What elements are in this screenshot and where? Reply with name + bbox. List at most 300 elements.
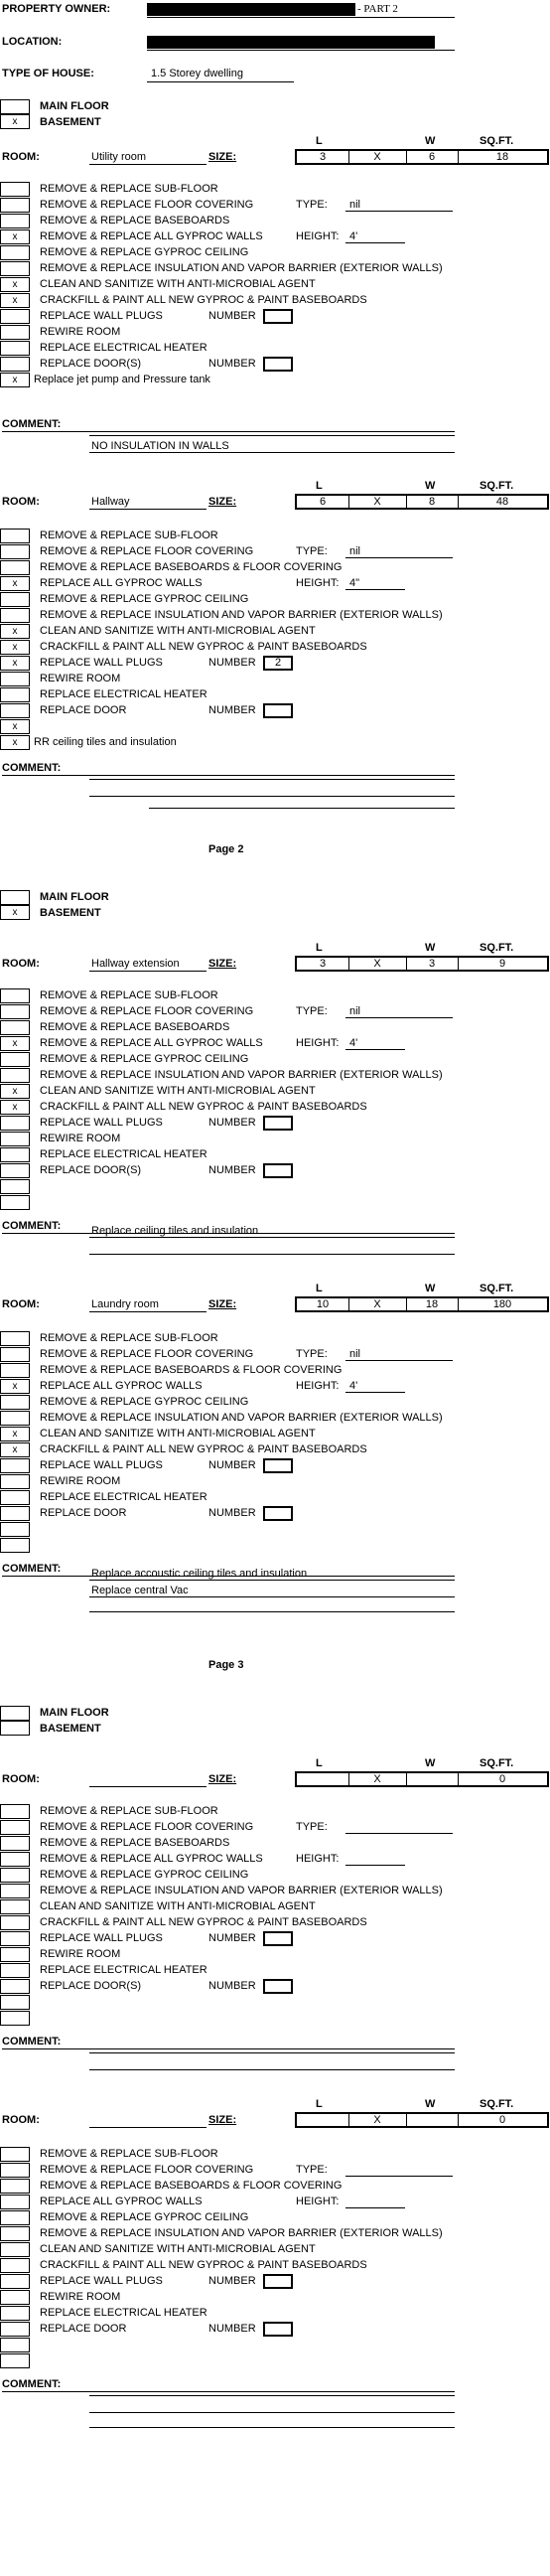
item-checkbox[interactable]: x xyxy=(0,735,30,750)
comment-label: COMMENT: xyxy=(2,2378,62,2390)
dimensions-table xyxy=(295,494,549,510)
item-checkbox[interactable]: x xyxy=(0,1427,30,1441)
item-label: REMOVE & REPLACE FLOOR COVERING xyxy=(40,545,254,557)
item-checkbox[interactable]: x xyxy=(0,1379,30,1394)
type-underline xyxy=(345,557,453,558)
item-checkbox[interactable] xyxy=(0,1899,30,1914)
item-label: CRACKFILL & PAINT ALL NEW GYPROC & PAINT BASEBOARDS xyxy=(40,1443,367,1455)
location-label: LOCATION: xyxy=(2,36,63,48)
door-number-box[interactable] xyxy=(263,357,293,372)
item-checkbox[interactable] xyxy=(0,703,30,718)
dimensions-table xyxy=(295,2112,549,2128)
item-label: REPLACE ALL GYPROC WALLS xyxy=(40,2196,203,2207)
plugs-number-box[interactable] xyxy=(263,1458,293,1473)
item-checkbox[interactable] xyxy=(0,1995,30,2010)
length-value[interactable]: 10 xyxy=(316,1298,330,1310)
location-underline[interactable] xyxy=(147,50,455,51)
length-value[interactable]: 6 xyxy=(319,496,327,508)
item-checkbox[interactable] xyxy=(0,245,30,260)
height-label: HEIGHT: xyxy=(296,1853,340,1865)
basement-checkbox[interactable] xyxy=(0,1721,30,1736)
sqft-value[interactable]: 48 xyxy=(495,496,509,508)
width-header: W xyxy=(425,1757,436,1769)
comment-line[interactable] xyxy=(89,452,455,453)
type-label: TYPE: xyxy=(296,1821,328,1833)
item-checkbox[interactable] xyxy=(0,1868,30,1883)
sqft-header: SQ.FT. xyxy=(480,480,514,492)
door-number-box[interactable] xyxy=(263,1163,293,1178)
item-checkbox[interactable]: x xyxy=(0,640,30,655)
item-label: REMOVE & REPLACE ALL GYPROC WALLS xyxy=(40,1853,263,1865)
item-checkbox[interactable] xyxy=(0,1004,30,1019)
plugs-number-box[interactable] xyxy=(263,2274,293,2289)
comment-line[interactable] xyxy=(89,2427,455,2428)
item-label: CRACKFILL & PAINT ALL NEW GYPROC & PAINT BASEBOARDS xyxy=(40,2259,367,2271)
comment-line[interactable] xyxy=(89,1596,455,1597)
item-label: REMOVE & REPLACE GYPROC CEILING xyxy=(40,1869,249,1881)
dimensions-table xyxy=(295,1771,549,1787)
table-divider xyxy=(458,958,459,970)
sqft-value[interactable]: 18 xyxy=(495,151,509,163)
room-label: ROOM: xyxy=(2,151,40,163)
item-label: CRACKFILL & PAINT ALL NEW GYPROC & PAINT BASEBOARDS xyxy=(40,1101,367,1113)
item-label: REPLACE ELECTRICAL HEATER xyxy=(40,1148,207,1160)
size-label: SIZE: xyxy=(208,2114,237,2126)
item-label: REMOVE & REPLACE FLOOR COVERING xyxy=(40,199,254,211)
item-checkbox[interactable] xyxy=(0,560,30,575)
length-value[interactable] xyxy=(297,2114,348,2126)
item-checkbox[interactable] xyxy=(0,1915,30,1930)
location-redaction xyxy=(147,36,435,49)
comment-label: COMMENT: xyxy=(2,1220,62,1232)
item-checkbox[interactable] xyxy=(0,2011,30,2026)
comment-underline xyxy=(2,431,455,432)
item-checkbox[interactable] xyxy=(0,672,30,686)
item-checkbox[interactable] xyxy=(0,1411,30,1426)
width-value[interactable]: 3 xyxy=(428,958,436,970)
item-checkbox[interactable] xyxy=(0,544,30,559)
comment-line[interactable] xyxy=(89,1580,455,1581)
item-label: REMOVE & REPLACE GYPROC CEILING xyxy=(40,1053,249,1065)
property-owner-underline[interactable] xyxy=(147,17,455,18)
item-label: REPLACE ALL GYPROC WALLS xyxy=(40,1380,203,1392)
sqft-header: SQ.FT. xyxy=(480,135,514,147)
comment-underline xyxy=(2,775,455,776)
room-name-underline xyxy=(89,509,206,510)
item-label: REMOVE & REPLACE SUB-FLOOR xyxy=(40,989,218,1001)
item-checkbox[interactable]: x xyxy=(0,229,30,244)
comment-label: COMMENT: xyxy=(2,2036,62,2047)
height-label: HEIGHT: xyxy=(296,230,340,242)
table-divider xyxy=(348,958,349,970)
main-floor-label: MAIN FLOOR xyxy=(40,891,109,903)
item-label: REMOVE & REPLACE FLOOR COVERING xyxy=(40,1005,254,1017)
item-label: CLEAN AND SANITIZE WITH ANTI-MICROBIAL AGENT xyxy=(40,625,316,637)
basement-label: BASEMENT xyxy=(40,907,101,919)
item-label: REMOVE & REPLACE SUB-FLOOR xyxy=(40,1805,218,1817)
item-label: REMOVE & REPLACE SUB-FLOOR xyxy=(40,530,218,541)
item-label: REMOVE & REPLACE ALL GYPROC WALLS xyxy=(40,1037,263,1049)
item-checkbox[interactable] xyxy=(0,1147,30,1162)
item-label: REPLACE ELECTRICAL HEATER xyxy=(40,1964,207,1976)
item-checkbox[interactable] xyxy=(0,1052,30,1067)
type-underline xyxy=(345,2176,453,2177)
item-checkbox[interactable]: x xyxy=(0,1084,30,1099)
item-label: REMOVE & REPLACE SUB-FLOOR xyxy=(40,2148,218,2160)
table-divider xyxy=(458,1773,459,1785)
item-label: REMOVE & REPLACE BASEBOARDS xyxy=(40,1837,230,1849)
item-checkbox[interactable] xyxy=(0,1979,30,1994)
item-checkbox[interactable] xyxy=(0,1820,30,1835)
height-underline xyxy=(345,589,405,590)
room-name-value[interactable]: Utility room xyxy=(91,151,147,163)
item-label: CRACKFILL & PAINT ALL NEW GYPROC & PAINT BASEBOARDS xyxy=(40,1916,367,1928)
height-label: HEIGHT: xyxy=(296,1037,340,1049)
item-label: REMOVE & REPLACE INSULATION AND VAPOR BARRIER (EXTERIOR WALLS) xyxy=(40,609,443,621)
sqft-header: SQ.FT. xyxy=(480,1283,514,1294)
item-checkbox[interactable] xyxy=(0,1522,30,1537)
sqft-value[interactable]: 180 xyxy=(492,1298,512,1310)
item-label: REPLACE WALL PLUGS xyxy=(40,1459,163,1471)
item-label: REPLACE DOOR(S) xyxy=(40,358,142,370)
item-checkbox[interactable] xyxy=(0,2147,30,2162)
item-checkbox[interactable]: x xyxy=(0,624,30,639)
item-checkbox[interactable] xyxy=(0,2274,30,2289)
item-label: CLEAN AND SANITIZE WITH ANTI-MICROBIAL AGENT xyxy=(40,278,316,290)
item-checkbox[interactable] xyxy=(0,1458,30,1473)
property-owner-redaction xyxy=(147,3,355,16)
type-value[interactable]: nil xyxy=(349,1005,361,1017)
item-checkbox[interactable] xyxy=(0,2322,30,2337)
item-checkbox[interactable] xyxy=(0,1068,30,1083)
item-checkbox[interactable] xyxy=(0,1852,30,1867)
item-label: CRACKFILL & PAINT ALL NEW GYPROC & PAINT BASEBOARDS xyxy=(40,641,367,653)
item-label: REPLACE WALL PLUGS xyxy=(40,310,163,322)
length-value[interactable] xyxy=(297,1773,348,1785)
door-number-box[interactable] xyxy=(263,1979,293,1994)
item-checkbox[interactable] xyxy=(0,357,30,372)
item-checkbox[interactable] xyxy=(0,1474,30,1489)
item-checkbox[interactable] xyxy=(0,182,30,197)
door-number-box[interactable] xyxy=(263,703,293,718)
comment-text[interactable]: Replace ceiling tiles and insulation xyxy=(91,1225,259,1237)
table-divider xyxy=(458,1298,459,1310)
item-checkbox[interactable] xyxy=(0,1347,30,1362)
item-checkbox[interactable] xyxy=(0,529,30,543)
item-label: REMOVE & REPLACE INSULATION AND VAPOR BARRIER (EXTERIOR WALLS) xyxy=(40,2227,443,2239)
type-label: TYPE: xyxy=(296,1005,328,1017)
item-checkbox[interactable] xyxy=(0,1931,30,1946)
comment-line[interactable] xyxy=(89,1254,455,1255)
room-label: ROOM: xyxy=(2,958,40,970)
item-label: CLEAN AND SANITIZE WITH ANTI-MICROBIAL AGENT xyxy=(40,2243,316,2255)
door-number-box[interactable] xyxy=(263,2322,293,2337)
table-divider xyxy=(406,151,407,163)
item-label: REMOVE & REPLACE FLOOR COVERING xyxy=(40,1348,254,1360)
item-checkbox[interactable] xyxy=(0,1331,30,1346)
room-name-underline xyxy=(89,164,206,165)
type-label: TYPE: xyxy=(296,1348,328,1360)
house-type-value[interactable]: 1.5 Storey dwelling xyxy=(151,68,243,79)
item-label: REMOVE & REPLACE SUB-FLOOR xyxy=(40,1332,218,1344)
sqft-value[interactable]: 9 xyxy=(498,958,506,970)
comment-underline xyxy=(2,2391,455,2392)
item-label: REPLACE WALL PLUGS xyxy=(40,2275,163,2287)
sqft-value[interactable]: 0 xyxy=(498,2114,506,2126)
comment-line[interactable] xyxy=(149,808,455,809)
table-divider xyxy=(458,2114,459,2126)
door-number-box[interactable] xyxy=(263,1506,293,1521)
item-checkbox[interactable] xyxy=(0,1020,30,1035)
item-checkbox[interactable] xyxy=(0,214,30,228)
item-checkbox[interactable] xyxy=(0,1363,30,1378)
basement-label: BASEMENT xyxy=(40,116,101,128)
item-label: REPLACE DOOR xyxy=(40,2323,127,2335)
item-label: CLEAN AND SANITIZE WITH ANTI-MICROBIAL AGENT xyxy=(40,1428,316,1440)
item-checkbox[interactable] xyxy=(0,1963,30,1978)
item-checkbox[interactable] xyxy=(0,309,30,324)
item-checkbox[interactable]: x xyxy=(0,1100,30,1115)
width-value[interactable] xyxy=(406,1773,458,1785)
size-label: SIZE: xyxy=(208,151,237,163)
item-label: REWIRE ROOM xyxy=(40,1948,121,1960)
type-label: TYPE: xyxy=(296,545,328,557)
item-checkbox[interactable] xyxy=(0,1116,30,1131)
plugs-number-box[interactable] xyxy=(263,1116,293,1131)
item-checkbox[interactable] xyxy=(0,1836,30,1851)
type-label: TYPE: xyxy=(296,199,328,211)
width-header: W xyxy=(425,942,436,954)
item-checkbox[interactable] xyxy=(0,2163,30,2178)
item-checkbox[interactable] xyxy=(0,592,30,607)
item-checkbox[interactable] xyxy=(0,1538,30,1553)
length-value[interactable]: 3 xyxy=(319,151,327,163)
item-label: Replace jet pump and Pressure tank xyxy=(34,374,210,385)
table-divider xyxy=(406,1298,407,1310)
width-header: W xyxy=(425,2098,436,2110)
item-checkbox[interactable]: x xyxy=(0,1442,30,1457)
comment-line[interactable] xyxy=(89,2412,455,2413)
item-checkbox[interactable]: x xyxy=(0,656,30,671)
room-name-underline xyxy=(89,1786,206,1787)
room-name-value[interactable]: Laundry room xyxy=(91,1298,159,1310)
type-underline xyxy=(345,1833,453,1834)
width-value[interactable]: 18 xyxy=(425,1298,439,1310)
item-label: REWIRE ROOM xyxy=(40,1475,121,1487)
item-label: REPLACE WALL PLUGS xyxy=(40,657,163,669)
room-name-underline xyxy=(89,1311,206,1312)
door-number-label: NUMBER xyxy=(208,2323,256,2335)
type-underline xyxy=(345,211,453,212)
room-name-value[interactable]: Hallway extension xyxy=(91,958,180,970)
item-label: REMOVE & REPLACE SUB-FLOOR xyxy=(40,183,218,195)
x-separator: X xyxy=(373,2114,381,2126)
item-checkbox[interactable] xyxy=(0,2290,30,2305)
item-checkbox[interactable] xyxy=(0,2306,30,2321)
item-label: CLEAN AND SANITIZE WITH ANTI-MICROBIAL AGENT xyxy=(40,1900,316,1912)
item-checkbox[interactable] xyxy=(0,1947,30,1962)
sqft-header: SQ.FT. xyxy=(480,1757,514,1769)
basement-label: BASEMENT xyxy=(40,1723,101,1735)
main-floor-checkbox[interactable] xyxy=(0,1706,30,1721)
width-header: W xyxy=(425,480,436,492)
item-label: REMOVE & REPLACE BASEBOARDS xyxy=(40,215,230,227)
item-label: REWIRE ROOM xyxy=(40,1133,121,1144)
main-floor-checkbox[interactable] xyxy=(0,890,30,905)
length-header: L xyxy=(316,1283,323,1294)
item-checkbox[interactable] xyxy=(0,2338,30,2352)
item-label: REPLACE ALL GYPROC WALLS xyxy=(40,577,203,589)
width-value[interactable] xyxy=(406,2114,458,2126)
table-divider xyxy=(348,496,349,508)
item-checkbox[interactable] xyxy=(0,2353,30,2368)
height-label: HEIGHT: xyxy=(296,1380,340,1392)
item-checkbox[interactable] xyxy=(0,608,30,623)
length-header: L xyxy=(316,2098,323,2110)
item-label: REMOVE & REPLACE GYPROC CEILING xyxy=(40,2211,249,2223)
item-checkbox[interactable] xyxy=(0,261,30,276)
item-checkbox[interactable] xyxy=(0,988,30,1003)
item-checkbox[interactable] xyxy=(0,2195,30,2209)
item-label: REPLACE DOOR(S) xyxy=(40,1164,142,1176)
comment-label: COMMENT: xyxy=(2,762,62,774)
item-checkbox[interactable]: x xyxy=(0,1036,30,1051)
comment-line[interactable] xyxy=(89,2395,455,2396)
height-value[interactable]: 4" xyxy=(349,577,360,589)
x-separator: X xyxy=(373,1298,381,1310)
sqft-value[interactable]: 0 xyxy=(498,1773,506,1785)
basement-checkbox[interactable]: x xyxy=(0,905,30,920)
table-divider xyxy=(348,1298,349,1310)
item-label: REMOVE & REPLACE GYPROC CEILING xyxy=(40,246,249,258)
length-header: L xyxy=(316,480,323,492)
item-label: REMOVE & REPLACE GYPROC CEILING xyxy=(40,593,249,605)
item-checkbox[interactable] xyxy=(0,1506,30,1521)
item-checkbox[interactable] xyxy=(0,2242,30,2257)
sqft-header: SQ.FT. xyxy=(480,942,514,954)
item-label: REPLACE ELECTRICAL HEATER xyxy=(40,688,207,700)
room-name-value[interactable]: Hallway xyxy=(91,496,130,508)
item-checkbox[interactable] xyxy=(0,1132,30,1146)
item-label: REPLACE DOOR xyxy=(40,704,127,716)
comment-line[interactable] xyxy=(89,435,455,436)
comment-line[interactable] xyxy=(89,796,455,797)
length-header: L xyxy=(316,1757,323,1769)
item-checkbox[interactable] xyxy=(0,2179,30,2194)
x-separator: X xyxy=(373,151,381,163)
table-divider xyxy=(406,2114,407,2126)
plugs-number-label: NUMBER xyxy=(208,1117,256,1129)
door-number-label: NUMBER xyxy=(208,704,256,716)
type-value[interactable]: nil xyxy=(349,199,361,211)
height-value[interactable]: 4' xyxy=(349,1380,358,1392)
plugs-number-box[interactable] xyxy=(263,1931,293,1946)
table-divider xyxy=(348,2114,349,2126)
height-value[interactable]: 4' xyxy=(349,1037,358,1049)
item-checkbox[interactable]: x xyxy=(0,576,30,591)
item-checkbox[interactable]: x xyxy=(0,719,30,734)
item-label: REMOVE & REPLACE BASEBOARDS & FLOOR COVERING xyxy=(40,2180,343,2192)
item-checkbox[interactable] xyxy=(0,2258,30,2273)
length-value[interactable]: 3 xyxy=(319,958,327,970)
item-checkbox[interactable] xyxy=(0,687,30,702)
item-checkbox[interactable] xyxy=(0,1395,30,1410)
item-label: REWIRE ROOM xyxy=(40,673,121,684)
type-label: TYPE: xyxy=(296,2164,328,2176)
table-divider xyxy=(406,958,407,970)
dimensions-table xyxy=(295,1296,549,1312)
plugs-number-label: NUMBER xyxy=(208,657,256,669)
item-label: REMOVE & REPLACE BASEBOARDS xyxy=(40,1021,230,1033)
room-label: ROOM: xyxy=(2,1773,40,1785)
basement-checkbox[interactable]: x xyxy=(0,114,30,129)
item-checkbox[interactable] xyxy=(0,1163,30,1178)
item-checkbox[interactable] xyxy=(0,2226,30,2241)
item-label: REPLACE DOOR xyxy=(40,1507,127,1519)
comment-line[interactable] xyxy=(89,2069,455,2070)
table-divider xyxy=(406,496,407,508)
table-divider xyxy=(348,151,349,163)
comment-text[interactable]: NO INSULATION IN WALLS xyxy=(91,440,229,452)
type-value[interactable]: nil xyxy=(349,545,361,557)
item-checkbox[interactable] xyxy=(0,2210,30,2225)
comment-line[interactable] xyxy=(89,779,455,780)
item-checkbox[interactable] xyxy=(0,1179,30,1194)
plugs-number-label: NUMBER xyxy=(208,2275,256,2287)
main-floor-checkbox[interactable] xyxy=(0,99,30,114)
comment-label: COMMENT: xyxy=(2,1563,62,1575)
item-checkbox[interactable]: x xyxy=(0,293,30,308)
height-value[interactable]: 4' xyxy=(349,230,358,242)
x-separator: X xyxy=(373,1773,381,1785)
item-checkbox[interactable] xyxy=(0,1884,30,1898)
item-checkbox[interactable]: x xyxy=(0,277,30,292)
size-label: SIZE: xyxy=(208,958,237,970)
type-underline xyxy=(345,1017,453,1018)
height-underline xyxy=(345,2207,405,2208)
door-number-label: NUMBER xyxy=(208,1164,256,1176)
item-label: REWIRE ROOM xyxy=(40,2291,121,2303)
property-owner-suffix: - PART 2 xyxy=(357,3,398,15)
plugs-number-box[interactable]: 2 xyxy=(263,656,293,671)
item-checkbox[interactable] xyxy=(0,198,30,213)
comment-line[interactable] xyxy=(89,2052,455,2053)
dimensions-table xyxy=(295,149,549,165)
item-checkbox[interactable] xyxy=(0,1490,30,1505)
item-label: REMOVE & REPLACE GYPROC CEILING xyxy=(40,1396,249,1408)
comment-line[interactable] xyxy=(89,1611,455,1612)
width-value[interactable]: 6 xyxy=(428,151,436,163)
type-value[interactable]: nil xyxy=(349,1348,361,1360)
item-checkbox[interactable] xyxy=(0,341,30,356)
item-checkbox[interactable] xyxy=(0,1804,30,1819)
dimensions-table xyxy=(295,956,549,972)
item-label: REMOVE & REPLACE INSULATION AND VAPOR BARRIER (EXTERIOR WALLS) xyxy=(40,262,443,274)
height-underline xyxy=(345,242,405,243)
item-checkbox[interactable] xyxy=(0,325,30,340)
item-checkbox[interactable] xyxy=(0,1195,30,1210)
item-checkbox[interactable]: x xyxy=(0,373,30,387)
comment-text[interactable]: Replace central Vac xyxy=(91,1585,189,1596)
table-divider xyxy=(458,496,459,508)
size-label: SIZE: xyxy=(208,1773,237,1785)
comment-text[interactable]: Replace accoustic ceiling tiles and insulation xyxy=(91,1568,308,1580)
comment-line[interactable] xyxy=(89,1237,455,1238)
width-header: W xyxy=(425,135,436,147)
x-separator: X xyxy=(373,496,381,508)
width-value[interactable]: 8 xyxy=(428,496,436,508)
plugs-number-box[interactable] xyxy=(263,309,293,324)
